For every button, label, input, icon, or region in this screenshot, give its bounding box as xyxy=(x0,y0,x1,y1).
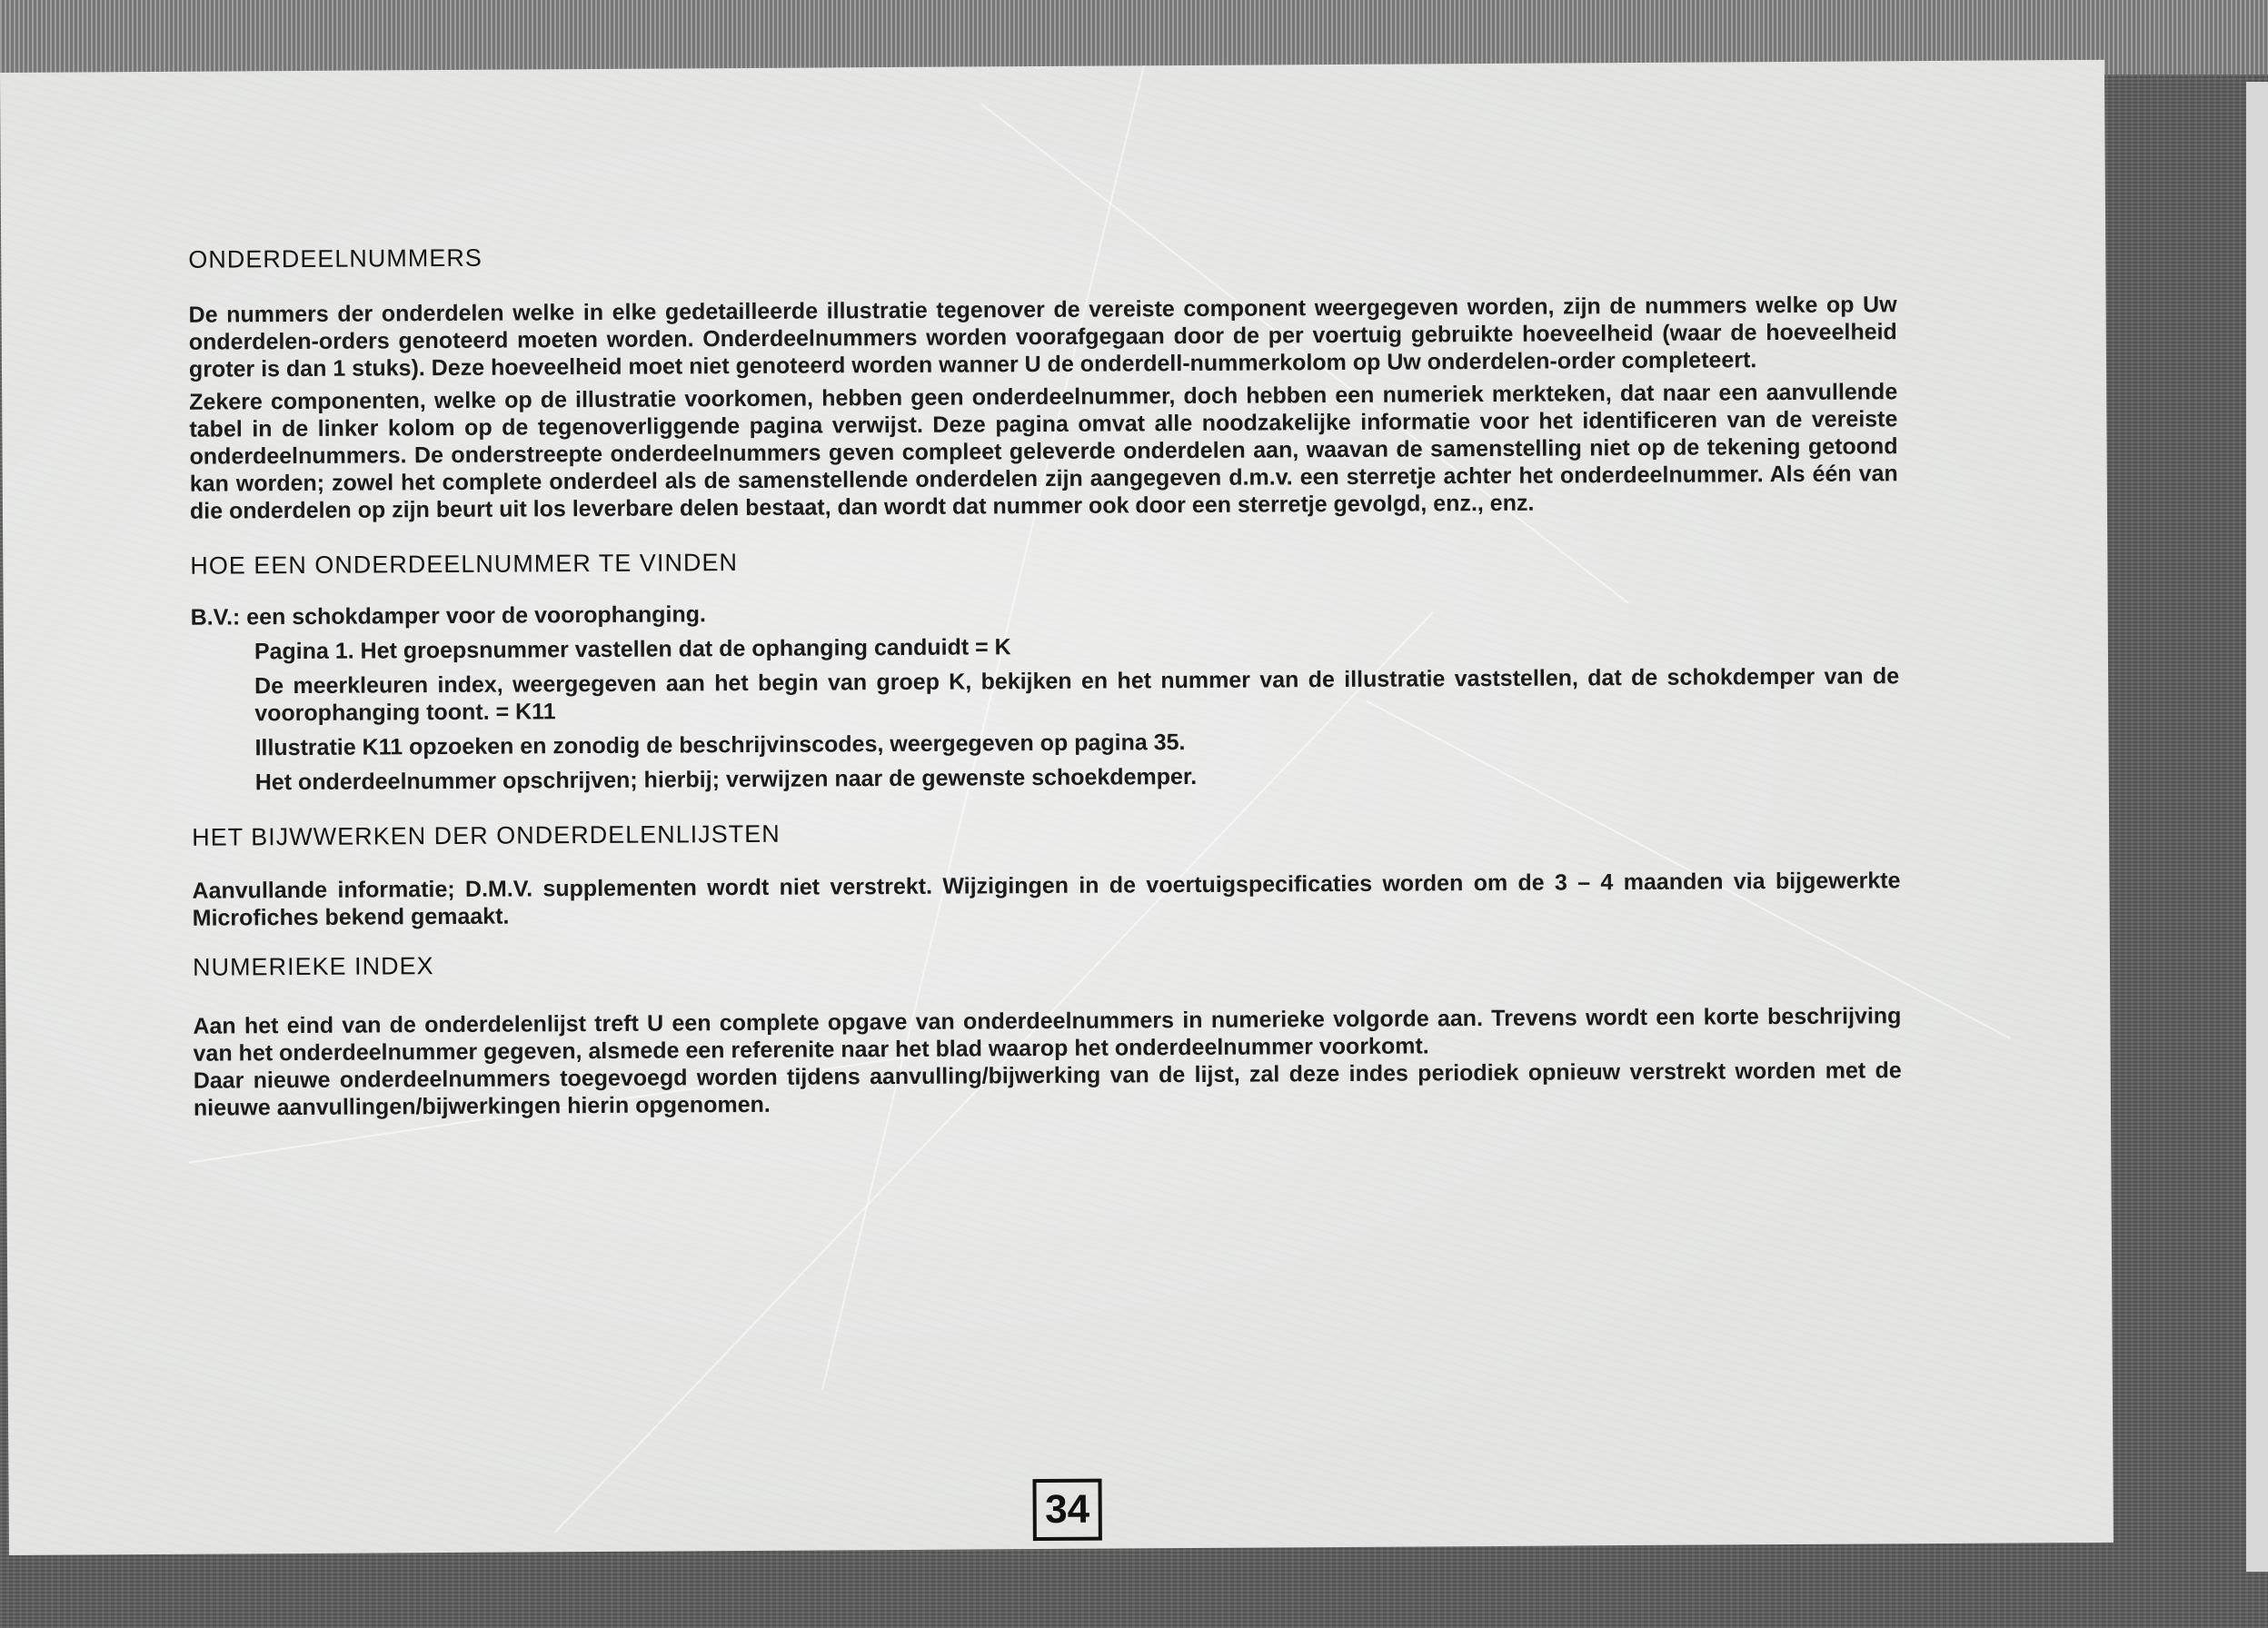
section-title-onderdeelnummers: ONDERDEELNUMMERS xyxy=(188,243,482,273)
step-2: De meerkleuren index, weergegeven aan het begin van groep K, bekijken en het nummer van de illustratie vaststellen, dat de schokdemper van de voorophanging toont. = K11 xyxy=(254,663,1900,727)
paragraph-onderdeelnummers-1: De nummers der onderdelen welke in elke gedetailleerde illustratie tegenover de vereiste component weergegeven worden, zijn de nummers welke op Uw onderdelen-orders genoteerd moeten worden. Onderdeelnummers worden voorafgegaan door de per voertuig gebruikte hoeveelheid (waar de hoeveelheid groter is dan 1 stuks). Deze hoeveelheid moet niet genoteerd worden wanner U de onderdell-nummerkolom op Uw onderdelen-order completeert. xyxy=(188,292,1897,382)
step-4: Het onderdeelnummer opschrijven; hierbij; verwijzen naar de gewenste schoekdemper. xyxy=(254,763,1198,796)
paragraph-onderdeelnummers-2: Zekere componenten, welke op de illustratie voorkomen, hebben geen onderdeelnummer, doch hebben een numeriek merkteken, dat naar een aanvullende tabel in de linker kolom op de tegenoverliggende pagina verwijst. Deze pagina omvat alle noodzakelijke informatie voor het identificeren van de vereiste onderdeelnummers. De onderstreepte onderdeelnummers geven compleet geleverde onderdelen aan, waavan de samenstelling niet op de tekening getoond kan worden; zowel het complete onderdeel als de samenstellende onderdelen zijn aangegeven d.m.v. een sterretje achter het onderdeelnummer. Als één van die onderdelen op zijn beurt uit los leverbare delen bestaat, dan wordt dat nummer ook door een sterretje gevolgd, enz., enz. xyxy=(189,379,1898,524)
paragraph-index-2: Daar nieuwe onderdeelnummers toegevoegd worden tijdens aanvulling/bijwerking van de lijst, zal deze indes periodiek opnieuw verstrekt worden met de nieuwe aanvullingen/bijwerkingen hierin opgenomen. xyxy=(193,1057,1902,1121)
step-1: Pagina 1. Het groepsnummer vastellen dat de ophanging canduidt = K xyxy=(254,634,1011,665)
paragraph-bijwerken: Aanvullande informatie; D.M.V. supplementen wordt niet verstrekt. Wijzigingen in de voertuigspecificaties worden om de 3 – 4 maanden via bijgewerkte Microfiches bekend gemaakt. xyxy=(192,868,1901,931)
section-title-vinden: HOE EEN ONDERDEELNUMMER TE VINDEN xyxy=(190,549,738,580)
scanner-background-right-strip xyxy=(2246,82,2268,1572)
document-page xyxy=(0,60,2114,1555)
page-number: 34 xyxy=(1032,1479,1101,1541)
section-title-bijwerken: HET BIJWWERKEN DER ONDERDELENLIJSTEN xyxy=(192,819,781,851)
paragraph-index-1: Aan het eind van de onderdelenlijst treft U een complete opgave van onderdeelnummers in numerieke volgorde aan. Trevens wordt een korte beschrijving van het onderdeelnummer gegeven, alsmede een referenite naar het blad waarop het onderdeelnummer voorkomt. xyxy=(193,1003,1902,1067)
paragraph-vinden-intro: B.V.: een schokdamper voor de voorophanging. xyxy=(190,601,706,630)
document-content xyxy=(188,157,1902,1121)
section-title-numerieke-index: NUMERIEKE INDEX xyxy=(192,952,434,981)
step-3: Illustratie K11 opzoeken en zonodig de beschrijvinscodes, weergegeven op pagina 35. xyxy=(254,730,1186,761)
